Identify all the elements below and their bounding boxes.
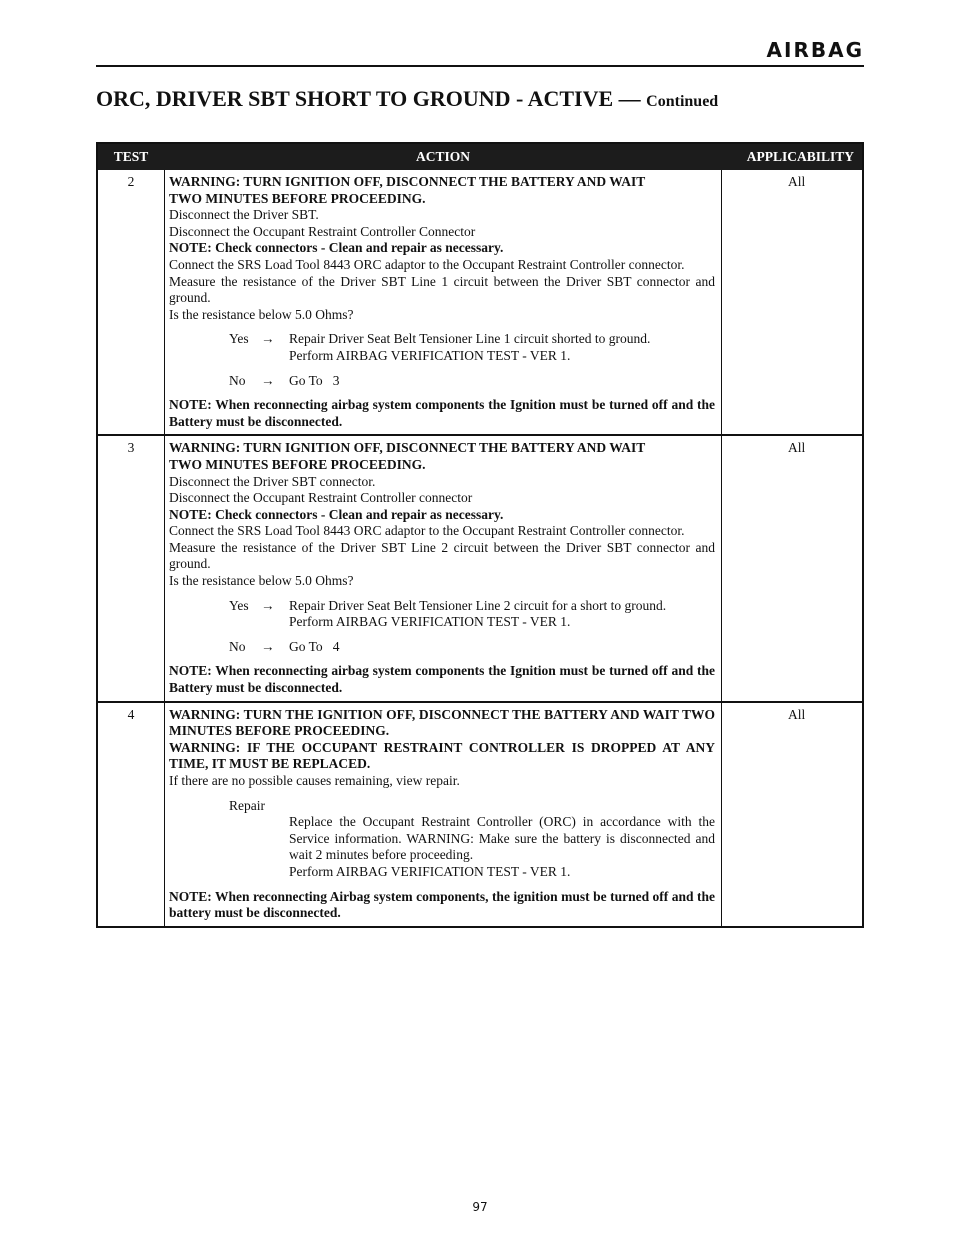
no-option — [229, 639, 715, 656]
page-title-continued: Continued — [646, 93, 719, 110]
applicability-cell: All — [788, 706, 806, 722]
applicability-cell: All — [788, 440, 806, 456]
table-header — [98, 144, 862, 170]
table-row — [98, 701, 862, 926]
column-header-action: ACTION — [415, 149, 470, 164]
warning-text: WARNING: TURN IGNITION OFF, DISCONNECT THE BATTERY AND WAIT — [169, 174, 646, 189]
test-number: 3 — [127, 440, 135, 456]
yes-result — [289, 331, 715, 364]
page-title — [96, 86, 864, 112]
warning-text: TWO MINUTES BEFORE PROCEEDING. — [169, 456, 426, 472]
yes-result-line: Perform AIRBAG VERIFICATION TEST - VER 1. — [289, 347, 571, 363]
step-text: Disconnect the Occupant Restraint Controller connector — [169, 490, 473, 506]
yes-label: Yes — [229, 597, 249, 613]
table-row — [98, 434, 862, 700]
yes-result-line: Repair Driver Seat Belt Tensioner Line 1 circuit shorted to ground. — [289, 331, 651, 347]
action-cell — [164, 436, 722, 700]
final-note: NOTE: When reconnecting airbag system components the Ignition must be turned off and the Battery must be disconnected. — [169, 397, 715, 429]
warning-text: WARNING: IF THE OCCUPANT RESTRAINT CONTROLLER IS DROPPED AT ANY TIME, IT MUST BE REPLACED. — [169, 739, 715, 772]
header-rule — [96, 65, 864, 67]
arrow-icon: → — [261, 597, 275, 613]
note-check-text: NOTE: Check connectors - Clean and repair as necessary. — [169, 506, 504, 522]
action-cell — [164, 170, 722, 434]
section-header: AIRBAG — [766, 38, 864, 62]
no-result: Go To 3 — [289, 372, 340, 388]
arrow-icon: → — [261, 638, 275, 654]
column-header-test: TEST — [113, 149, 149, 164]
yes-option — [229, 598, 715, 631]
warning-text: TWO MINUTES BEFORE PROCEEDING. — [169, 190, 426, 206]
final-note: NOTE: When reconnecting Airbag system components, the ignition must be turned off and the battery must be disconnected. — [169, 888, 715, 921]
yes-option — [229, 331, 715, 364]
page-number: 97 — [472, 1200, 488, 1214]
table-row — [98, 170, 862, 434]
question-text: Is the resistance below 5.0 Ohms? — [169, 306, 354, 322]
test-number: 2 — [127, 174, 135, 189]
no-label: No — [229, 638, 246, 654]
page-title-main: ORC, DRIVER SBT SHORT TO GROUND - ACTIVE — — [96, 86, 641, 111]
repair-option — [229, 798, 715, 881]
procedure-table — [96, 142, 864, 928]
note-check-text: NOTE: Check connectors - Clean and repair as necessary. — [169, 240, 504, 256]
step-text: If there are no possible causes remaining, view repair. — [169, 773, 460, 788]
no-option — [229, 373, 715, 390]
question-text: Is the resistance below 5.0 Ohms? — [169, 573, 354, 589]
warning-text: WARNING: TURN IGNITION OFF, DISCONNECT THE BATTERY AND WAIT — [169, 440, 646, 456]
no-result: Go To 4 — [289, 638, 340, 654]
step-text: Disconnect the Occupant Restraint Controller Connector — [169, 223, 476, 239]
step-text: Disconnect the Driver SBT connector. — [169, 473, 376, 489]
column-header-applicability: APPLICABILITY — [746, 149, 854, 164]
yes-result-line: Perform AIRBAG VERIFICATION TEST - VER 1. — [289, 614, 571, 630]
yes-result — [289, 598, 715, 631]
step-text: Disconnect the Driver SBT. — [169, 207, 319, 223]
action-cell — [164, 703, 722, 926]
step-text: Measure the resistance of the Driver SBT Line 1 circuit between the Driver SBT connector and ground. — [169, 273, 715, 306]
no-label: No — [229, 372, 246, 388]
yes-label: Yes — [229, 331, 249, 347]
step-text: Connect the SRS Load Tool 8443 ORC adaptor to the Occupant Restraint Controller connector. — [169, 256, 685, 272]
step-text: Connect the SRS Load Tool 8443 ORC adaptor to the Occupant Restraint Controller connector. — [169, 523, 685, 539]
final-note: NOTE: When reconnecting airbag system components the Ignition must be turned off and the Battery must be disconnected. — [169, 663, 715, 696]
test-number: 4 — [127, 706, 135, 722]
step-text: Measure the resistance of the Driver SBT Line 2 circuit between the Driver SBT connector and ground. — [169, 539, 715, 572]
repair-text: Replace the Occupant Restraint Controller (ORC) in accordance with the Service information. WARNING: Make sure the battery is disconnected and wait 2 minutes before proceeding. — [289, 814, 715, 863]
arrow-icon: → — [261, 372, 275, 388]
repair-label: Repair — [229, 797, 265, 813]
arrow-icon: → — [261, 331, 275, 347]
applicability-cell: All — [788, 174, 806, 189]
warning-text: WARNING: TURN THE IGNITION OFF, DISCONNECT THE BATTERY AND WAIT TWO MINUTES BEFORE PROCEEDING. — [169, 706, 715, 739]
yes-result-line: Repair Driver Seat Belt Tensioner Line 2 circuit for a short to ground. — [289, 597, 667, 613]
repair-text: Perform AIRBAG VERIFICATION TEST - VER 1. — [289, 863, 571, 879]
